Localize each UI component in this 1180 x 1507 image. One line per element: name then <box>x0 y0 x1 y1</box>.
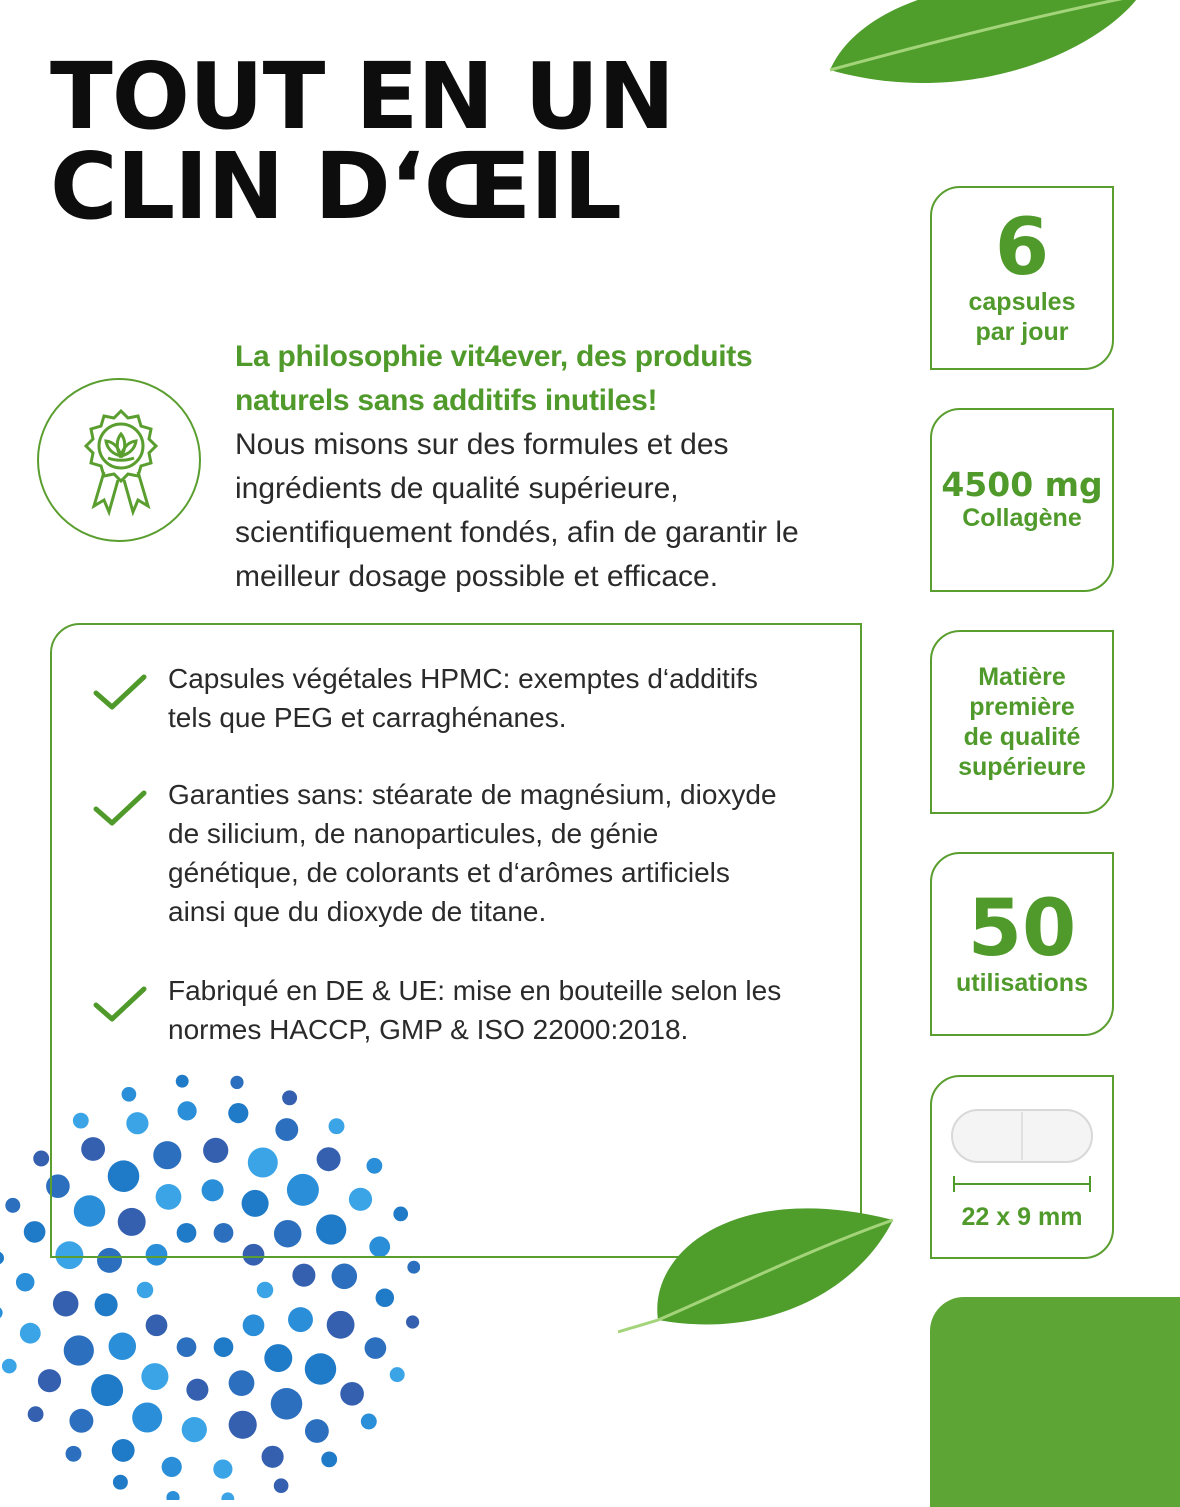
decorative-dot <box>141 1363 168 1390</box>
stat-card-size <box>930 1075 1114 1259</box>
stat-card-quality <box>930 630 1114 814</box>
decorative-dot <box>166 1491 179 1500</box>
decorative-dot <box>112 1439 135 1462</box>
decorative-dot <box>327 1311 355 1339</box>
philosophy-lead: La philosophie vit4ever, des produits naturels sans additifs inutiles! <box>235 340 753 417</box>
quality-line-2: première <box>969 693 1075 721</box>
decorative-dot <box>5 1198 20 1213</box>
page-title-line-1: TOUT EN UN <box>50 43 675 150</box>
decorative-dot <box>390 1367 405 1382</box>
decorative-dot <box>2 1359 17 1374</box>
decorative-dot <box>38 1369 61 1392</box>
feature-item <box>92 971 792 1049</box>
decorative-dot <box>64 1335 94 1365</box>
decorative-dot <box>288 1307 313 1332</box>
decorative-dot <box>361 1414 377 1430</box>
decorative-dot <box>20 1323 41 1344</box>
capsules-label-2: par jour <box>975 318 1069 346</box>
decorative-dot <box>407 1261 420 1274</box>
decorative-dot <box>162 1457 182 1477</box>
decorative-dot <box>53 1291 79 1317</box>
stat-card-uses <box>930 852 1114 1036</box>
decorative-dot <box>264 1344 292 1372</box>
feature-text: Fabriqué en DE & UE: mise en bouteille selon les normes HACCP, GMP & ISO 22000:2018. <box>168 975 782 1045</box>
decorative-dot <box>229 1370 255 1396</box>
decorative-dot <box>0 1251 4 1264</box>
decorative-dot <box>406 1315 419 1328</box>
collagen-label: Collagène <box>962 504 1082 532</box>
feature-text: Capsules végétales HPMC: exemptes d‘additifs tels que PEG et carraghénanes. <box>168 663 758 733</box>
decorative-dot <box>365 1337 387 1359</box>
quality-award-rosette-icon <box>76 408 166 518</box>
capsules-label-1: capsules <box>968 288 1076 316</box>
philosophy-text <box>235 335 865 599</box>
collagen-amount: 4500 mg <box>941 465 1103 504</box>
decorative-dot <box>91 1374 123 1406</box>
decorative-dot <box>33 1151 49 1167</box>
checkmark-icon <box>92 985 148 1025</box>
decorative-dot <box>305 1419 329 1443</box>
decorative-dot <box>182 1417 207 1442</box>
stat-card-collagen <box>930 408 1114 592</box>
decorative-dot <box>132 1402 162 1432</box>
decorative-dot <box>274 1478 289 1493</box>
decorative-dot <box>109 1333 137 1361</box>
decorative-dot <box>24 1221 46 1243</box>
quality-line-4: supérieure <box>958 753 1086 781</box>
feature-text: Garanties sans: stéarate de magnésium, dioxyde de silicium, de nanoparticules, de génie génétique, de colorants et d‘arômes artificiels ainsi que du dioxyde de titane. <box>168 779 777 927</box>
capsule-icon <box>942 1102 1102 1202</box>
feature-item <box>92 775 792 931</box>
capsules-count: 6 <box>994 203 1050 293</box>
decorative-dot <box>340 1382 364 1406</box>
decorative-dot <box>28 1406 44 1422</box>
decorative-dot <box>376 1289 395 1308</box>
decorative-dot <box>0 1306 3 1319</box>
decorative-dot <box>257 1282 274 1299</box>
decorative-dot <box>213 1460 232 1479</box>
decorative-green-block <box>930 1297 1180 1507</box>
philosophy-body: Nous misons sur des formules et des ingrédients de qualité supérieure, scientifiquement fondés, afin de garantir le meilleur dosage possible et efficace. <box>235 428 799 593</box>
checkmark-icon <box>92 789 148 829</box>
decorative-dot <box>221 1492 234 1500</box>
decorative-dot <box>229 1411 257 1439</box>
decorative-dot <box>214 1337 234 1357</box>
quality-line-1: Matière <box>978 663 1066 691</box>
decorative-dot <box>332 1264 358 1290</box>
uses-label: utilisations <box>956 969 1088 997</box>
decorative-dot <box>186 1379 208 1401</box>
stat-card-capsules <box>930 186 1114 370</box>
decorative-dot <box>69 1409 93 1433</box>
leaf-icon <box>618 1180 898 1340</box>
decorative-dot <box>243 1314 265 1336</box>
leaf-icon <box>820 0 1150 100</box>
page-title <box>50 43 675 240</box>
decorative-dot <box>292 1264 315 1287</box>
checkmark-icon <box>92 673 148 713</box>
capsule-size: 22 x 9 mm <box>961 1203 1083 1231</box>
decorative-dot <box>16 1273 35 1292</box>
decorative-dot <box>305 1353 336 1384</box>
decorative-dot <box>177 1337 197 1357</box>
uses-count: 50 <box>967 884 1077 974</box>
decorative-dot <box>113 1475 128 1490</box>
decorative-dot <box>137 1282 154 1299</box>
decorative-dot <box>262 1446 284 1468</box>
page-title-line-2: CLIN D‘ŒIL <box>50 133 621 240</box>
decorative-dot <box>95 1293 118 1316</box>
decorative-dot <box>66 1446 82 1462</box>
features-panel <box>50 623 862 1258</box>
quality-line-3: de qualité <box>963 723 1081 751</box>
feature-item <box>92 659 792 737</box>
decorative-dot <box>146 1314 168 1336</box>
decorative-dot <box>271 1388 303 1420</box>
quality-badge <box>37 378 201 542</box>
decorative-dot <box>321 1451 337 1467</box>
